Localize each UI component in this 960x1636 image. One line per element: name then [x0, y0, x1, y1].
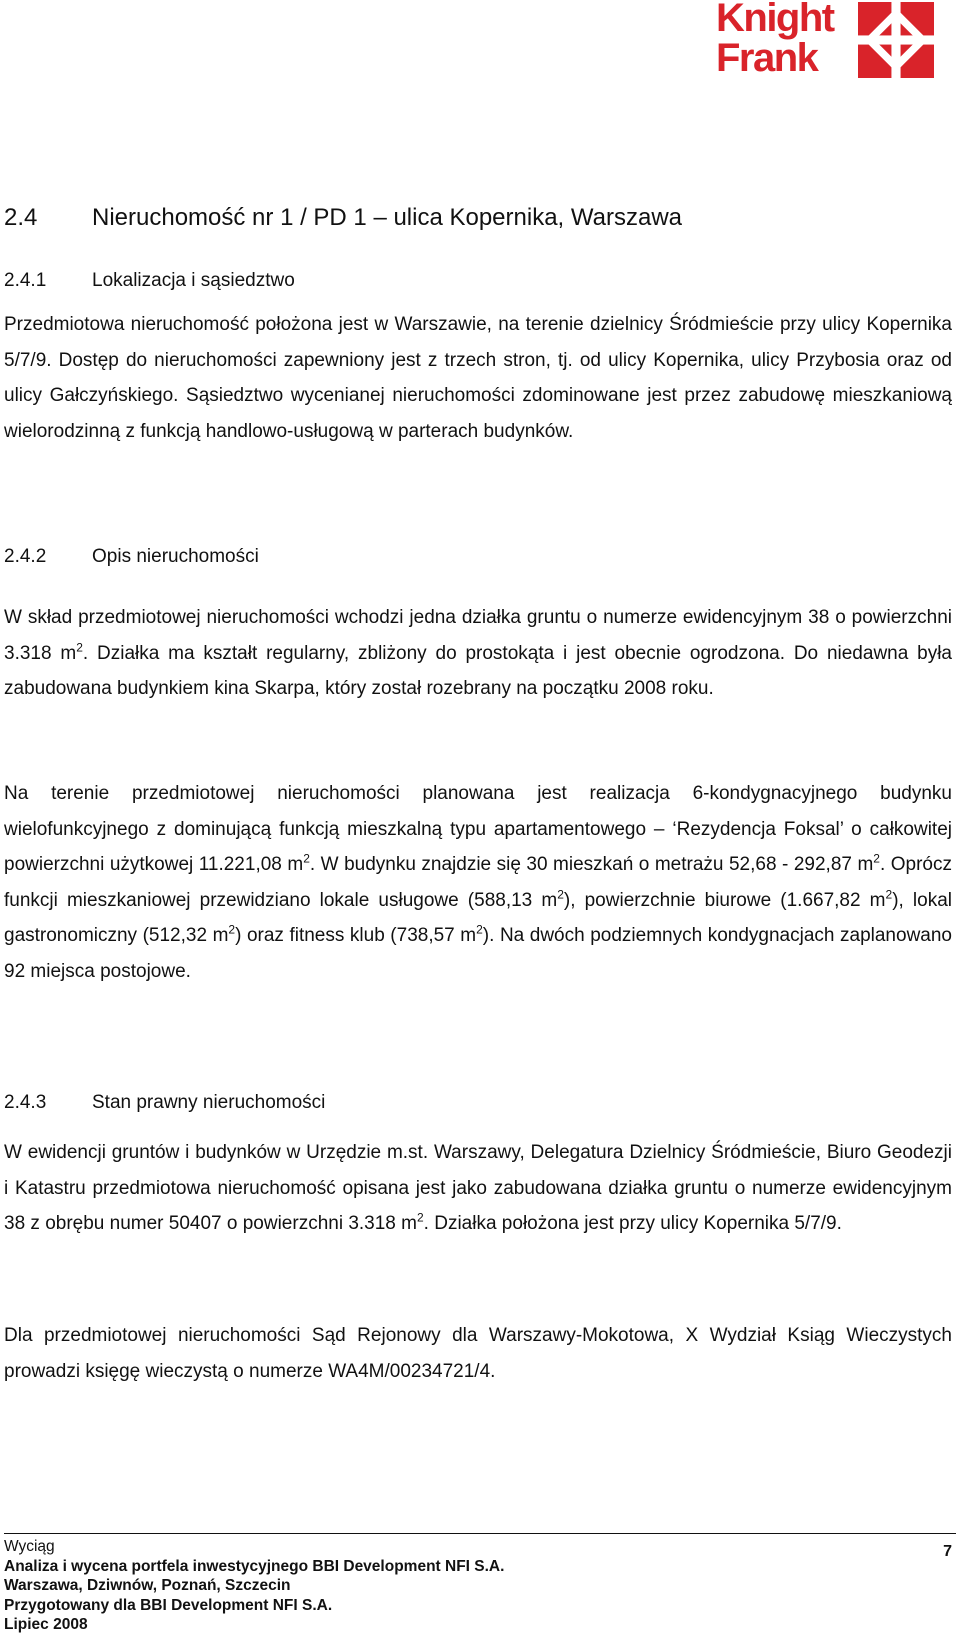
superscript: 2: [885, 887, 893, 902]
text-run: ), lokal gastronomiczny (512,32 m: [4, 889, 953, 947]
superscript: 2: [416, 1210, 424, 1225]
text-run: ). Na dwóch podziemnych kondygnacjach zaplanowano 92 miejsca postojowe.: [4, 925, 952, 982]
footer-line-1: Wyciąg: [4, 1538, 55, 1555]
superscript: 2: [76, 640, 83, 655]
section-number: 2.4: [4, 204, 38, 231]
legal-paragraph-2: Dla przedmiotowej nieruchomości Sąd Rejonowy dla Warszawy-Mokotowa, X Wydział Ksiąg Wieczystych prowadzi księgę wieczystą o numerze WA4M/00234721/4.: [4, 1325, 952, 1382]
subsection-number: 2.4.3: [4, 1092, 47, 1113]
knight-frank-logo: [716, 0, 936, 84]
text-run: . Działka położona jest przy ulicy Kopernika 5/7/9.: [423, 1213, 842, 1235]
logo-line-2: Frank: [716, 36, 818, 80]
logo-line-1: Knight: [716, 0, 834, 40]
section-heading: [4, 203, 682, 233]
text-run: . W budynku znajdzie się 30 mieszkań o metrażu 52,68 - 292,87 m: [309, 854, 874, 876]
text-run: Na terenie przedmiotowej nieruchomości planowana jest realizacja 6-kondygnacyjnego budynku wielofunkcyjnego z dominującą funkcją mieszkalną typu apartamentowego – ‘Rezydencja Foksal’ o całkowitej powierzchni użytkowej 11.221,08 m: [4, 783, 952, 876]
section-title: Nieruchomość nr 1 / PD 1 – ulica Kopernika, Warszawa: [92, 204, 683, 231]
subsection-heading-legal: [4, 1091, 325, 1115]
text-run: . Działka ma kształt regularny, zbliżony do prostokąta i jest obecnie ogrodzona. Do niedawna była zabudowana budynkiem kina Skarpa, który został rozebrany na początku 2008 roku.: [4, 642, 952, 700]
description-paragraph-1: [4, 600, 952, 707]
location-paragraph: Przedmiotowa nieruchomość położona jest w Warszawie, na terenie dzielnicy Śródmieście przy ulicy Kopernika 5/7/9. Dostęp do nieruchomości zapewniony jest z trzech stron, tj. od ulicy Kopernika, ulicy Przybosia oraz od ulicy Gałczyńskiego. Sąsiedztwo wycenianej nieruchomości zdominowane jest przez zabudowę mieszkaniową wielorodzinną z funkcją handlowo-usługową w parterach budynków.: [4, 314, 952, 442]
footer-line-5: Lipiec 2008: [4, 1616, 88, 1633]
text-run: ), powierzchnie biurowe (1.667,82 m: [563, 889, 886, 911]
text-run: W ewidencji gruntów i budynków w Urzędzie m.st. Warszawy, Delegatura Dzielnicy Śródmieście, Biuro Geodezji i Katastru przedmiotowa nieruchomość opisana jest jako zabudowana działka gruntu o numerze ewidencyjnym 38 z obrębu numer 50407 o powierzchni 3.318 m: [4, 1142, 952, 1235]
page-number: 7: [943, 1543, 952, 1560]
text-run: W skład przedmiotowej nieruchomości wchodzi jedna działka gruntu o numerze ewidencyjnym 38 o powierzchni 3.318 m: [4, 607, 952, 664]
subsection-title: Opis nieruchomości: [92, 546, 259, 567]
subsection-title: Stan prawny nieruchomości: [92, 1092, 326, 1113]
text-run: ) oraz fitness klub (738,57 m: [235, 925, 477, 947]
superscript: 2: [476, 923, 483, 938]
text-run: . Oprócz funkcji mieszkaniowej przewidziano lokale usługowe (588,13 m: [4, 854, 952, 911]
logo-wordmark: [716, 0, 834, 78]
footer-line-3: Warszawa, Dziwnów, Poznań, Szczecin: [4, 1577, 291, 1594]
logo-mark-icon: [858, 2, 934, 78]
footer: [4, 1537, 504, 1635]
subsection-number: 2.4.1: [4, 270, 47, 291]
legal-paragraph-1: [4, 1135, 952, 1242]
description-paragraph-2: [4, 776, 952, 990]
superscript: 2: [873, 851, 880, 866]
footer-divider: [4, 1533, 956, 1534]
superscript: 2: [228, 923, 236, 938]
subsection-title: Lokalizacja i sąsiedztwo: [92, 270, 295, 291]
subsection-heading-location: [4, 269, 295, 293]
superscript: 2: [303, 851, 310, 866]
subsection-heading-description: [4, 545, 259, 569]
footer-line-4: Przygotowany dla BBI Development NFI S.A.: [4, 1596, 333, 1614]
footer-line-2: Analiza i wycena portfela inwestycyjnego BBI Development NFI S.A.: [4, 1557, 505, 1575]
subsection-number: 2.4.2: [4, 546, 47, 567]
superscript: 2: [557, 887, 564, 902]
